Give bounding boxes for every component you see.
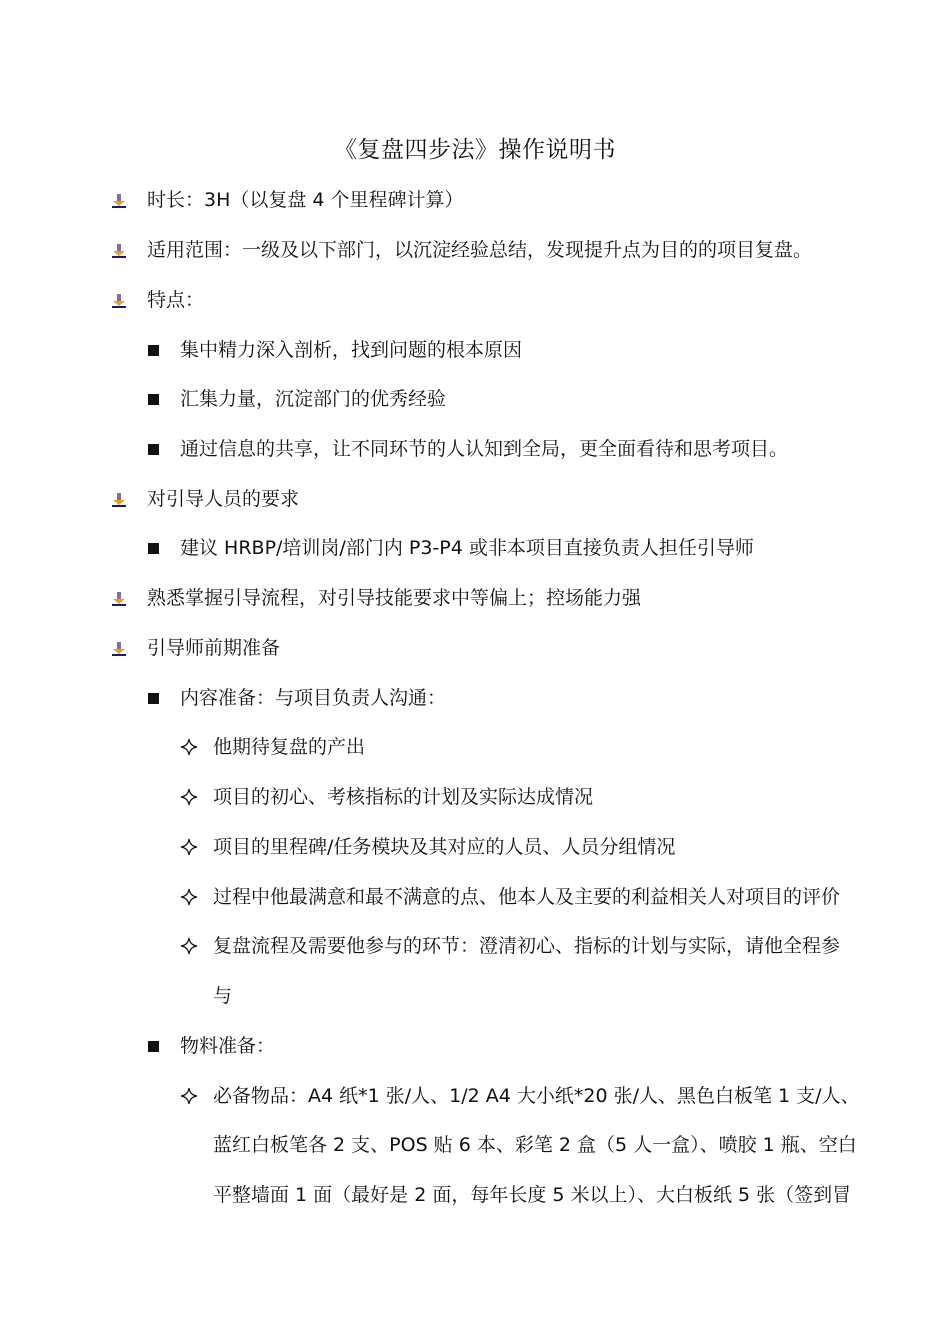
arrow-bullet-icon xyxy=(111,492,127,508)
list-item xyxy=(147,633,280,663)
list-item xyxy=(147,583,641,613)
item-text: 内容准备：与项目负责人沟通： xyxy=(180,687,447,709)
list-item xyxy=(213,782,593,812)
item-text: 他期待复盘的产出 xyxy=(213,736,366,758)
arrow-bullet-icon xyxy=(111,193,127,209)
diamond-star-icon xyxy=(179,936,199,956)
item-text: 引导师前期准备 xyxy=(147,637,281,659)
square-bullet-icon xyxy=(148,394,159,405)
item-text: 通过信息的共享，让不同环节的人认知到全局，更全面看待和思考项目。 xyxy=(180,438,789,460)
item-text: 特点： xyxy=(147,289,205,311)
item-text: 熟悉掌握引导流程，对引导技能要求中等偏上；控场能力强 xyxy=(147,587,642,609)
item-text: 汇集力量，沉淀部门的优秀经验 xyxy=(180,388,447,410)
list-item xyxy=(213,931,840,961)
list-item xyxy=(147,285,204,315)
item-text: 项目的里程碑/任务模块及其对应的人员、人员分组情况 xyxy=(213,836,676,858)
arrow-bullet-icon xyxy=(111,641,127,657)
arrow-bullet-icon xyxy=(111,591,127,607)
page-title: 《复盘四步法》操作说明书 xyxy=(334,137,616,163)
square-bullet-icon xyxy=(148,444,159,455)
diamond-star-icon xyxy=(179,1086,199,1106)
list-item xyxy=(180,683,446,713)
item-text: 对引导人员的要求 xyxy=(147,488,300,510)
square-bullet-icon xyxy=(148,693,159,704)
list-item xyxy=(180,335,522,365)
item-text: 蓝红白板笔各 2 支、POS 贴 6 本、彩笔 2 盒（5 人一盒）、喷胶 1 瓶、空白 xyxy=(213,1134,857,1156)
list-item xyxy=(213,882,840,912)
arrow-bullet-icon xyxy=(111,243,127,259)
item-text: 集中精力深入剖析，找到问题的根本原因 xyxy=(180,339,523,361)
list-item xyxy=(147,484,299,514)
diamond-star-icon xyxy=(179,737,199,757)
diamond-star-icon xyxy=(179,837,199,857)
arrow-bullet-icon xyxy=(111,293,127,309)
list-item xyxy=(180,1031,275,1061)
diamond-star-icon xyxy=(179,787,199,807)
item-text: 过程中他最满意和最不满意的点、他本人及主要的利益相关人对项目的评价 xyxy=(213,886,841,908)
list-item xyxy=(180,533,754,563)
list-item xyxy=(147,185,464,215)
square-bullet-icon xyxy=(148,1041,159,1052)
list-item-continuation xyxy=(213,1180,851,1210)
item-text: 建议 HRBP/培训岗/部门内 P3-P4 或非本项目直接负责人担任引导师 xyxy=(180,537,754,559)
list-item xyxy=(213,732,365,762)
item-text: 平整墙面 1 面（最好是 2 面，每年长度 5 米以上）、大白板纸 5 张（签到冒 xyxy=(213,1184,852,1206)
list-item-continuation xyxy=(213,981,232,1011)
item-text: 项目的初心、考核指标的计划及实际达成情况 xyxy=(213,786,594,808)
list-item xyxy=(213,1081,860,1111)
list-item xyxy=(213,832,675,862)
item-text: 适用范围：一级及以下部门，以沉淀经验总结，发现提升点为目的的项目复盘。 xyxy=(147,239,813,261)
list-item xyxy=(147,235,812,265)
diamond-star-icon xyxy=(179,887,199,907)
list-item-continuation xyxy=(213,1130,857,1160)
square-bullet-icon xyxy=(148,345,159,356)
item-text: 与 xyxy=(213,985,233,1007)
item-text: 时长：3H（以复盘 4 个里程碑计算） xyxy=(147,189,464,211)
item-text: 复盘流程及需要他参与的环节：澄清初心、指标的计划与实际，请他全程参 xyxy=(213,935,841,957)
list-item xyxy=(180,434,788,464)
list-item xyxy=(180,384,446,414)
item-text: 物料准备： xyxy=(180,1035,276,1057)
square-bullet-icon xyxy=(148,543,159,554)
item-text: 必备物品：A4 纸*1 张/人、1/2 A4 大小纸*20 张/人、黑色白板笔 1 支/人、 xyxy=(213,1085,860,1107)
